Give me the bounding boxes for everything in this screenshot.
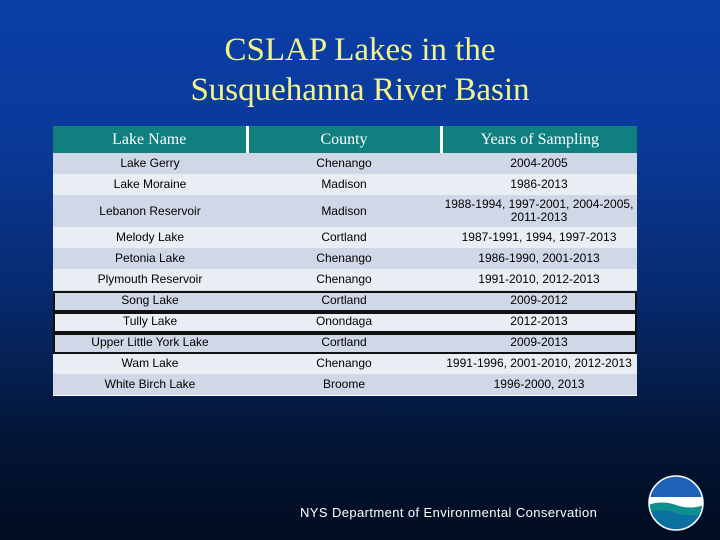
nys-dec-logo-icon xyxy=(648,475,704,531)
table-row xyxy=(53,153,637,174)
title-line-2: Susquehanna River Basin xyxy=(190,72,530,108)
cell-years: 2004-2005 xyxy=(441,153,637,174)
cell-lake: Tully Lake xyxy=(53,311,247,332)
cell-years: 1996-2000, 2013 xyxy=(441,374,637,395)
cell-lake: Petonia Lake xyxy=(53,248,247,269)
table-row xyxy=(53,195,637,227)
cell-county: Cortland xyxy=(247,227,441,248)
cell-years: 2012-2013 xyxy=(441,311,637,332)
cell-county: Madison xyxy=(247,195,441,227)
cell-years: 1991-1996, 2001-2010, 2012-2013 xyxy=(441,353,637,374)
table-header-row xyxy=(53,126,637,153)
table-row xyxy=(53,269,637,290)
highlight-box-upper-little-york-lake xyxy=(53,333,637,354)
table-row xyxy=(53,174,637,195)
cell-county: Cortland xyxy=(247,290,441,311)
cell-county: Cortland xyxy=(247,332,441,353)
cell-lake: Upper Little York Lake xyxy=(53,332,247,353)
table-row xyxy=(53,248,637,269)
title-line-1: CSLAP Lakes in the xyxy=(224,32,496,68)
header-county: County xyxy=(247,126,441,153)
table-row xyxy=(53,227,637,248)
cell-county: Chenango xyxy=(247,269,441,290)
cell-years: 1986-2013 xyxy=(441,174,637,195)
header-years: Years of Sampling xyxy=(441,126,637,153)
cell-county: Chenango xyxy=(247,248,441,269)
cell-lake: Wam Lake xyxy=(53,353,247,374)
cell-lake: Lebanon Reservoir xyxy=(53,195,247,227)
table-row xyxy=(53,374,637,395)
cell-years: 2009-2013 xyxy=(441,332,637,353)
cell-years: 1991-2010, 2012-2013 xyxy=(441,269,637,290)
cell-county: Madison xyxy=(247,174,441,195)
cell-lake: Lake Gerry xyxy=(53,153,247,174)
cell-county: Chenango xyxy=(247,153,441,174)
lakes-table xyxy=(53,126,637,395)
cell-county: Broome xyxy=(247,374,441,395)
table-row xyxy=(53,353,637,374)
cell-years: 1986-1990, 2001-2013 xyxy=(441,248,637,269)
cell-years: 2009-2012 xyxy=(441,290,637,311)
cell-lake: Lake Moraine xyxy=(53,174,247,195)
highlight-box-song-lake xyxy=(53,291,637,312)
header-lake-name: Lake Name xyxy=(53,126,247,153)
cell-county: Onondaga xyxy=(247,311,441,332)
highlight-box-tully-lake xyxy=(53,312,637,333)
footer-organization: NYS Department of Environmental Conservation xyxy=(300,505,598,520)
cell-county: Chenango xyxy=(247,353,441,374)
cell-years: 1988-1994, 1997-2001, 2004-2005, 2011-2013 xyxy=(441,195,637,227)
cell-years: 1987-1991, 1994, 1997-2013 xyxy=(441,227,637,248)
slide-title xyxy=(0,30,720,110)
cell-lake: Plymouth Reservoir xyxy=(53,269,247,290)
cell-lake: Melody Lake xyxy=(53,227,247,248)
lakes-table-container xyxy=(53,126,637,396)
cell-lake: White Birch Lake xyxy=(53,374,247,395)
cell-lake: Song Lake xyxy=(53,290,247,311)
